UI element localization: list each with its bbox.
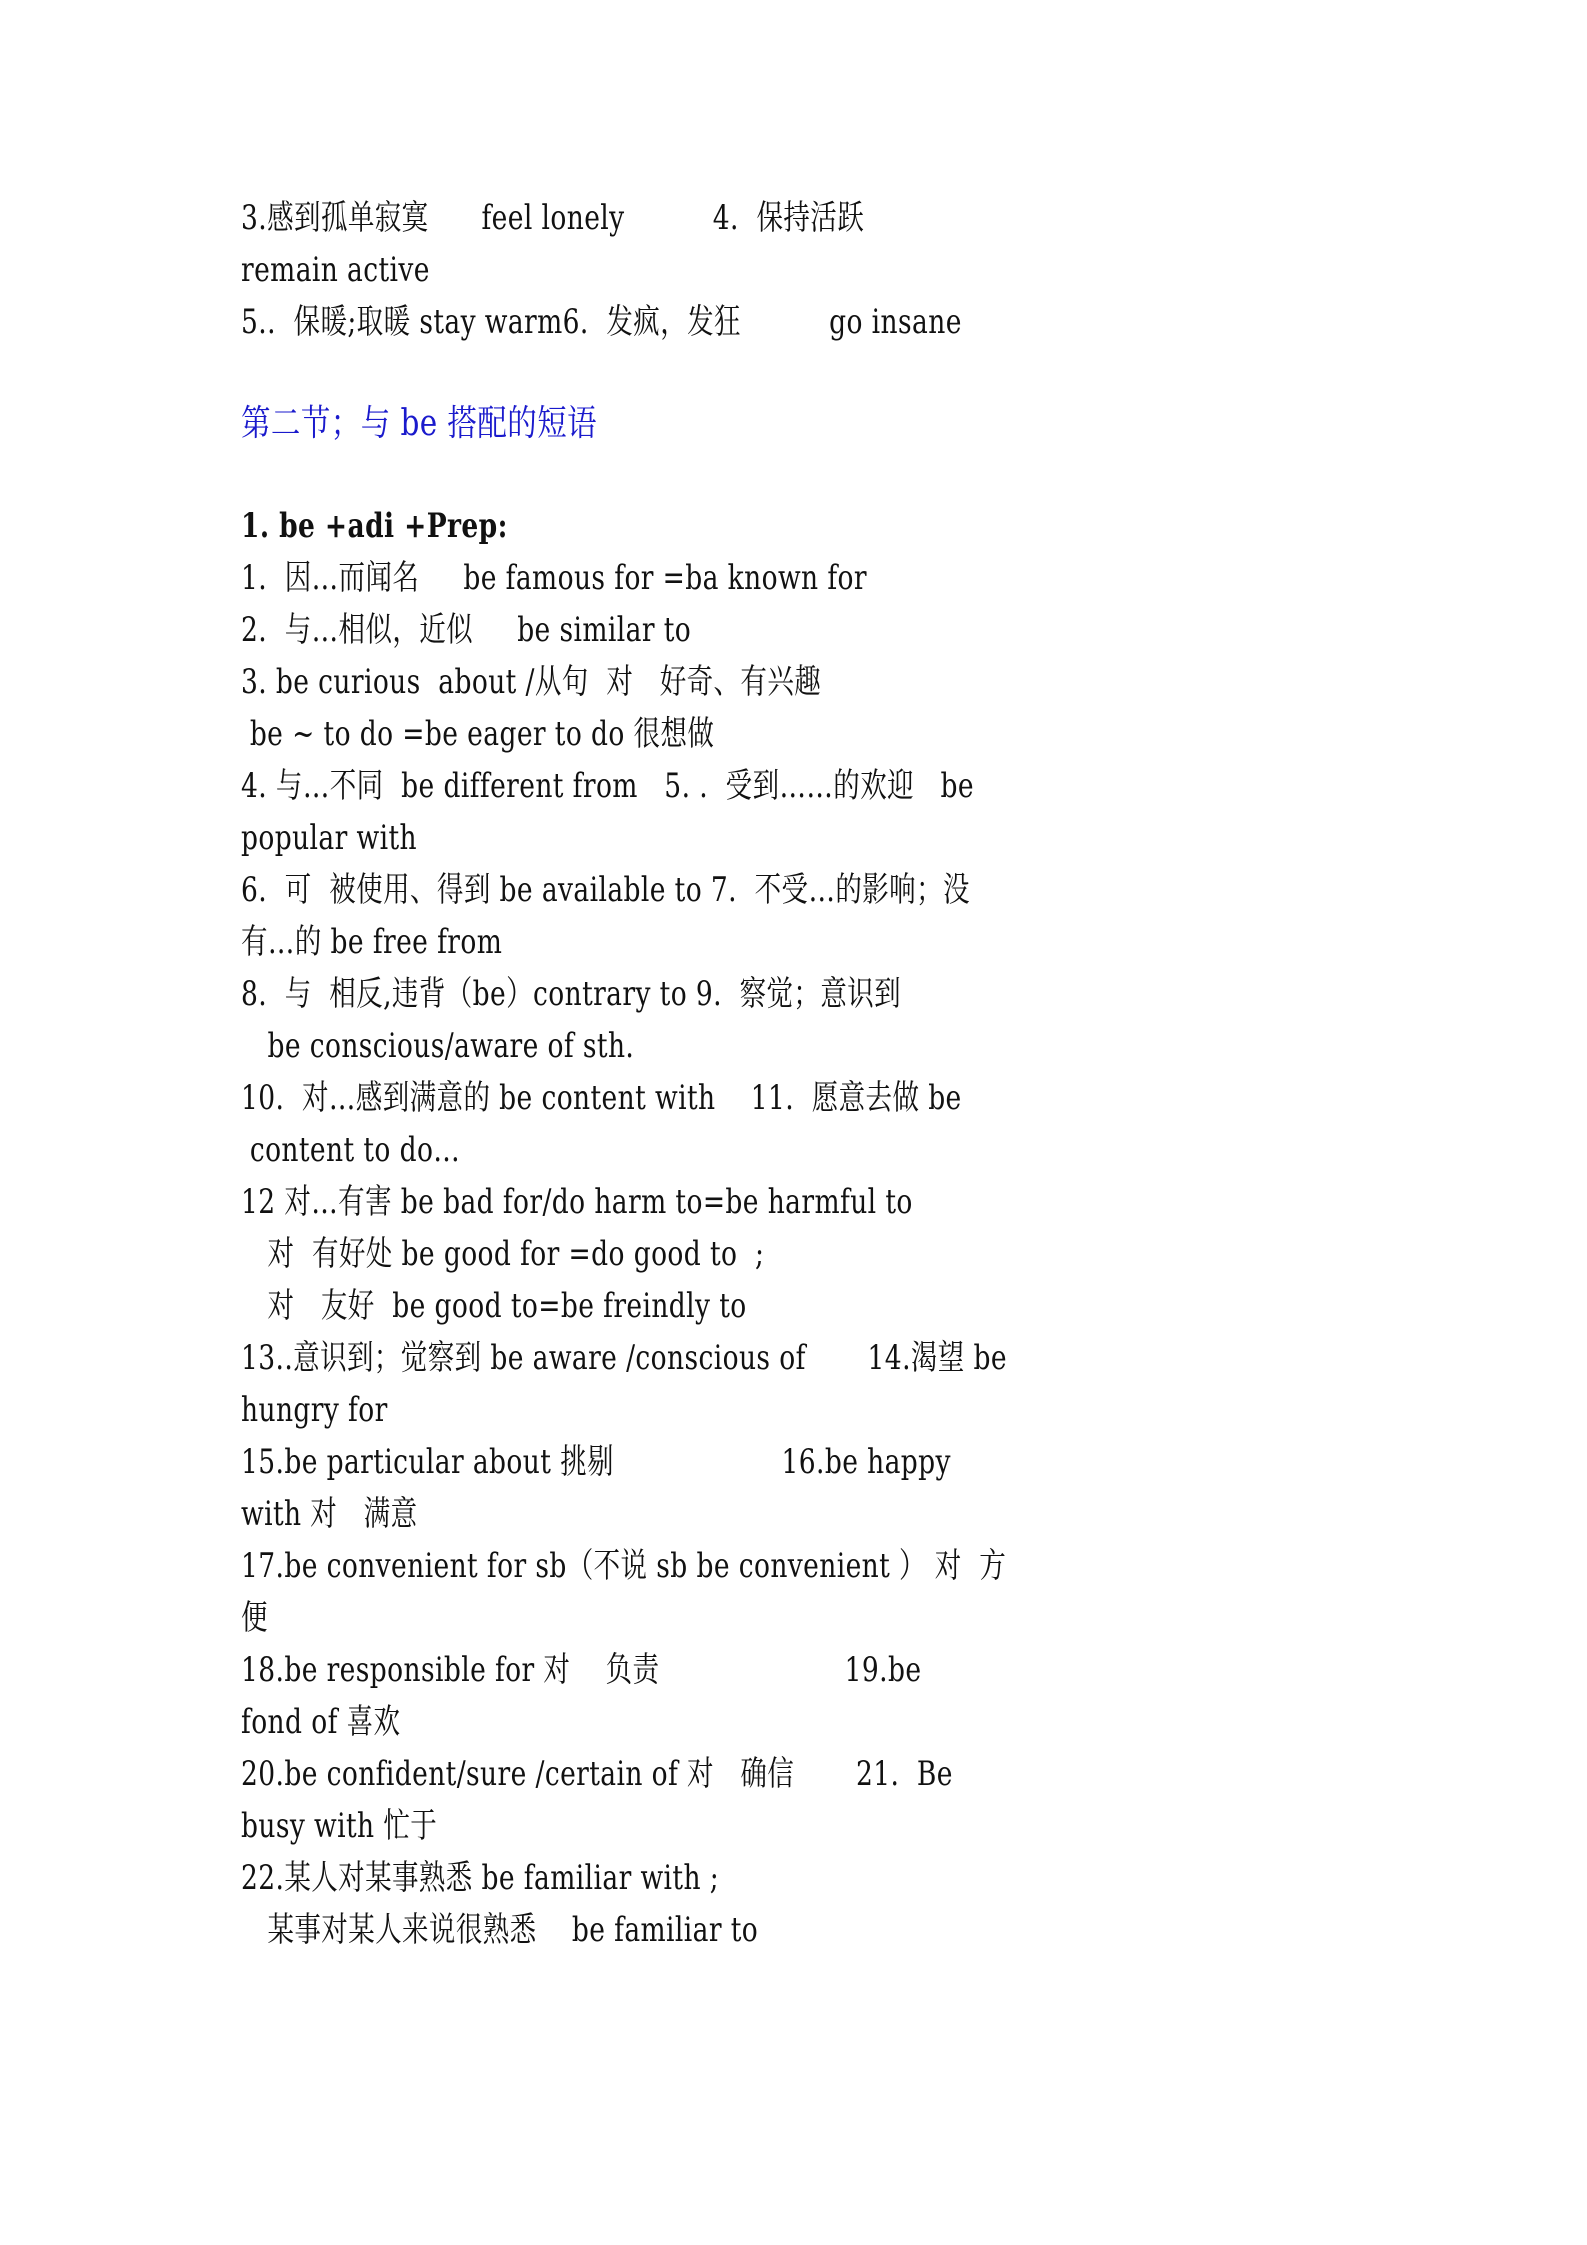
text-line: 22.某人对某事熟悉 be familiar with ;: [241, 1858, 720, 1898]
text-line: 1. 因…而闻名 be famous for =ba known for: [241, 558, 867, 598]
text-line: 3. be curious about /从句 对 好奇、有兴趣: [241, 662, 822, 702]
text-line: 4. 与…不同 be different from 5. . 受到……的欢迎 be: [241, 766, 974, 806]
text-line: with 对 满意: [241, 1494, 418, 1534]
text-line: remain active: [241, 250, 430, 290]
text-line: popular with: [241, 818, 417, 858]
text-line: 有…的 be free from: [241, 922, 503, 962]
text-line: 12 对…有害 be bad for/do harm to=be harmful to: [241, 1182, 913, 1222]
text-line: fond of 喜欢: [241, 1702, 401, 1742]
text-line: 18.be responsible for 对 负责 19.be: [241, 1650, 922, 1690]
text-line: 13..意识到；觉察到 be aware /conscious of 14.渴望 be: [241, 1338, 1007, 1378]
text-line: 6. 可 被使用、得到 be available to 7. 不受…的影响；没: [241, 870, 970, 910]
text-line: 15.be particular about 挑剔 16.be happy: [241, 1442, 951, 1482]
text-line: 17.be convenient for sb（不说 sb be convenient ） 对 方: [241, 1546, 1007, 1586]
text-line: 对 友好 be good to=be freindly to: [241, 1286, 747, 1326]
text-line: 3.感到孤单寂寞 feel lonely 4. 保持活跃: [241, 198, 865, 238]
text-line: content to do…: [241, 1130, 461, 1170]
text-line: 2. 与…相似，近似 be similar to: [241, 610, 692, 650]
subheading: 1. be +adi +Prep:: [241, 506, 508, 546]
text-line: 10. 对…感到满意的 be content with 11. 愿意去做 be: [241, 1078, 962, 1118]
section-heading: 第二节；与 be 搭配的短语: [241, 403, 598, 444]
text-line: be conscious/aware of sth.: [241, 1026, 635, 1066]
text-line: 20.be confident/sure /certain of 对 确信 21. Be: [241, 1754, 953, 1794]
text-line: hungry for: [241, 1390, 388, 1430]
text-line: 5.. 保暖;取暖 stay warm6. 发疯，发狂 go insane: [241, 302, 962, 342]
text-line: busy with 忙于: [241, 1806, 438, 1846]
text-line: 8. 与 相反,违背（be）contrary to 9. 察觉；意识到: [241, 974, 902, 1014]
text-line: 便: [241, 1598, 268, 1638]
text-line: 对 有好处 be good for =do good to ;: [241, 1234, 765, 1274]
text-line: be ~ to do =be eager to do 很想做: [241, 714, 715, 754]
text-line: 某事对某人来说很熟悉 be familiar to: [241, 1910, 759, 1950]
